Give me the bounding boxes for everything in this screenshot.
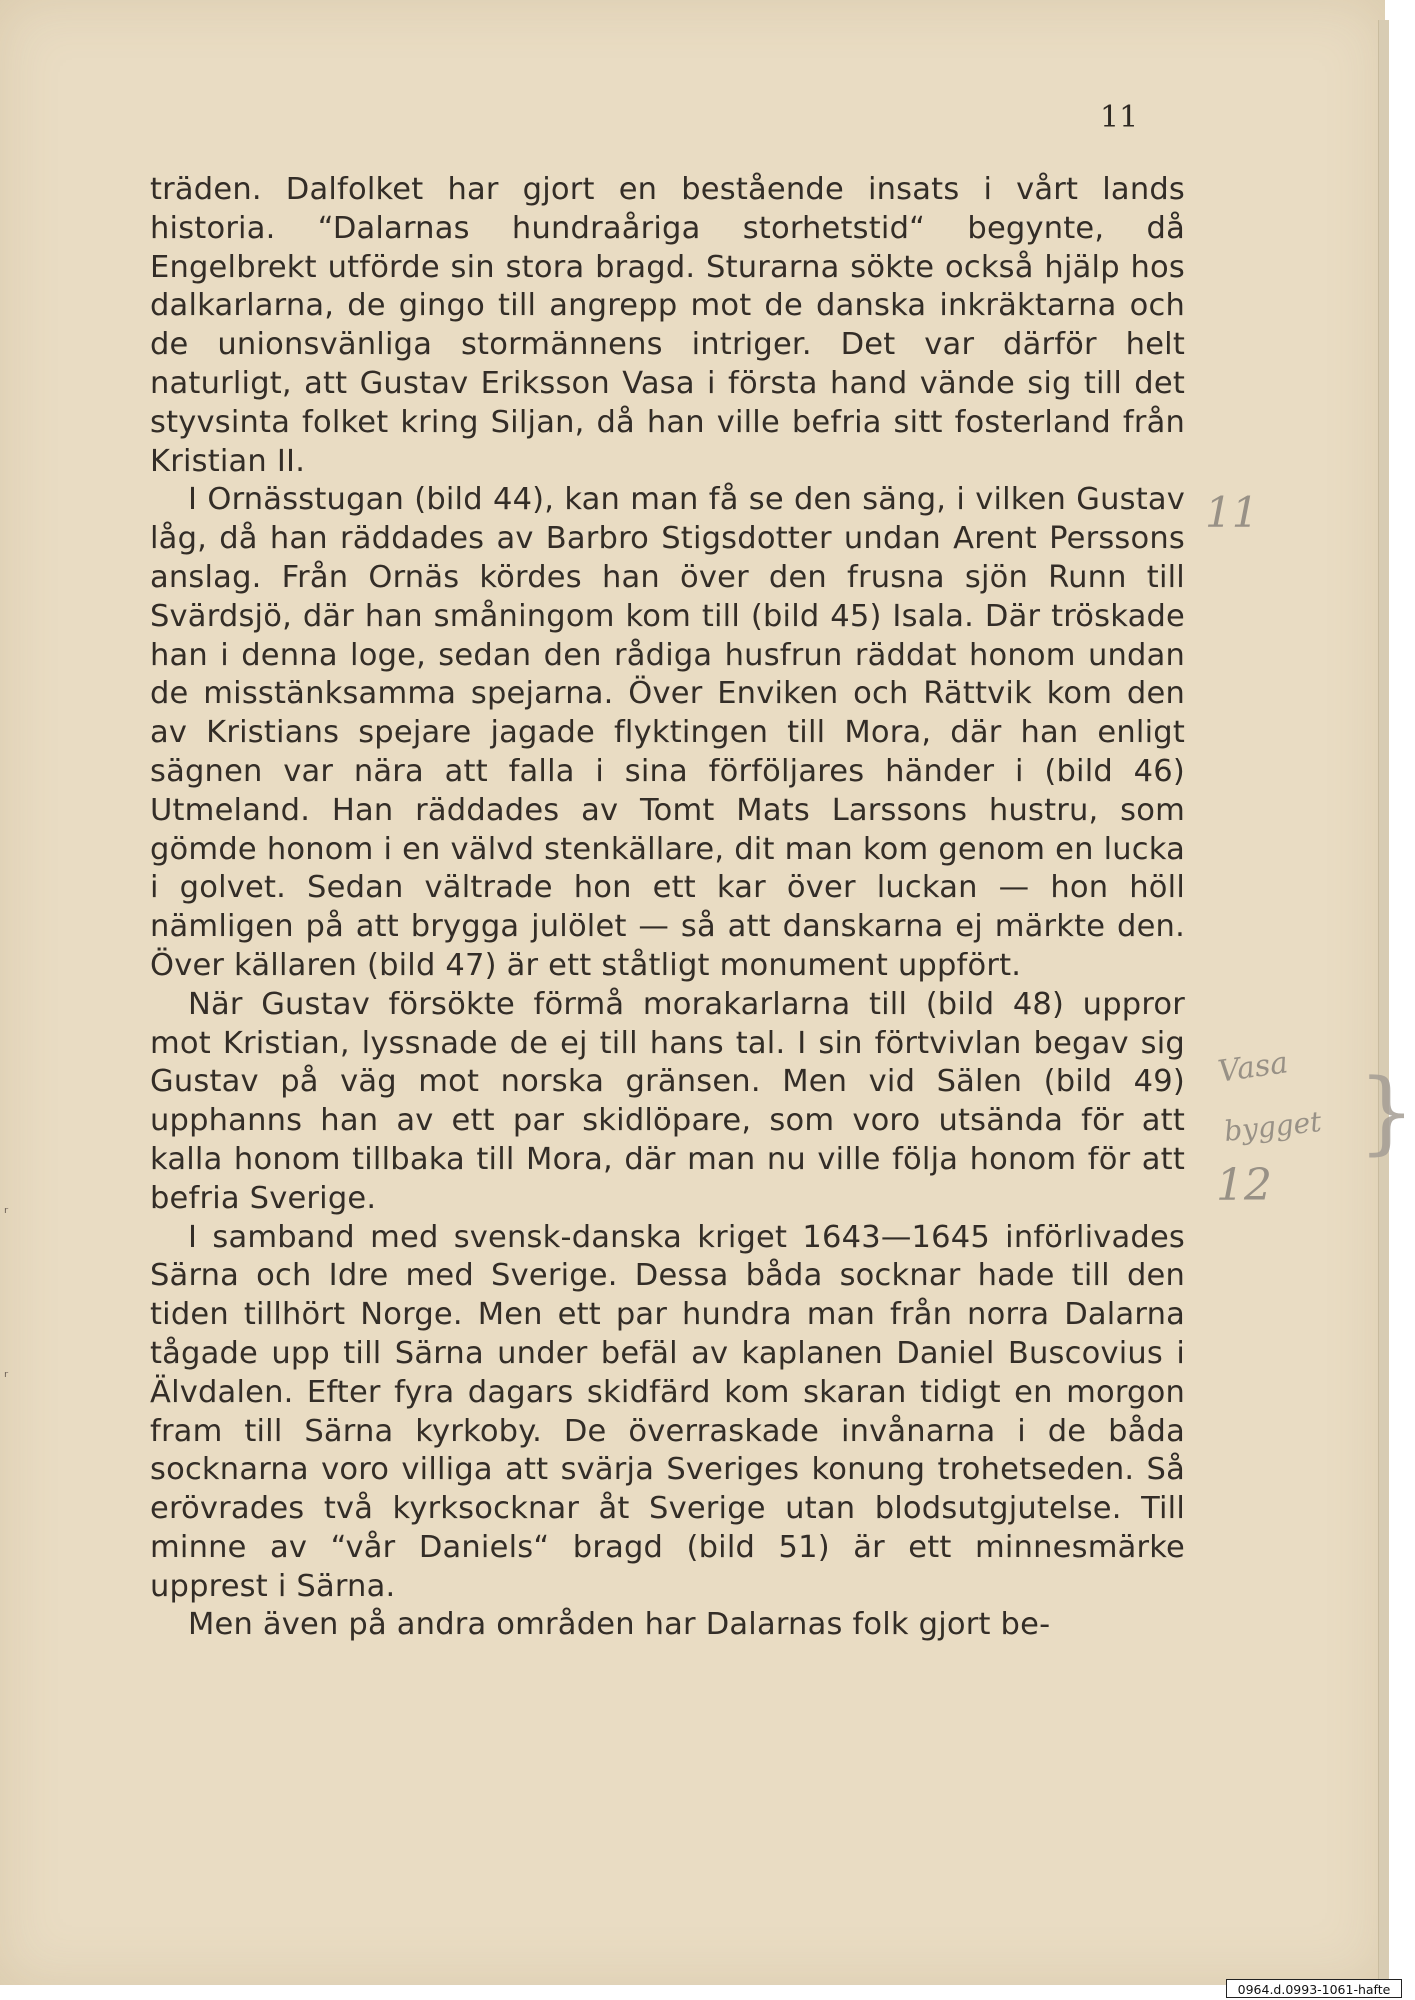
page-edge-shadow [1378, 20, 1389, 1985]
margin-note-bygget: bygget [1222, 1104, 1323, 1149]
archive-label: 0964.d.0993-1061-hafte [1226, 1979, 1402, 1998]
paragraph-5: Men även på andra områden har Dalarnas folk gjort be- [188, 1607, 1051, 1643]
margin-brace-icon: } [1358, 1060, 1415, 1165]
paragraph-1: träden. Dalfolket har gjort en bestående insats i vårt lands historia. “Dalarnas hundraåriga storhetstid“ begynte, då Engelbrekt utförde sin stora bragd. Sturarna sökte också hjälp hos dalkarlarna, de gingo till angrepp mot de danska inkräktarna och de unionsvänliga stormännens intriger. Det var därför helt naturligt, att Gustav Eriksson Vasa i första hand vände sig till det styvsinta folket kring Siljan, då han ville befria sitt fosterland från Kristian II. [150, 172, 1185, 479]
margin-note-11: 11 [1205, 488, 1259, 537]
margin-tick-icon: ᵣ [4, 1198, 9, 1217]
paragraph-2: I Ornässtugan (bild 44), kan man få se den säng, i vilken Gustav låg, då han räddades av Barbro Stigsdotter undan Arent Perssons anslag. Från Ornäs kördes han över den frusna sjön Runn till Svärdsjö, där han småningom kom till (bild 45) Isala. Där tröskade han i denna loge, sedan den rådiga husfrun räddat honom undan de misstänksamma spejarna. Över Enviken och Rättvik kom den av Kristians spejare jagade flyktingen till Mora, där han enligt sägnen var nära att falla i sina förföljares händer i (bild 46) Utmeland. Han räddades av Tomt Mats Larssons hustru, som gömde honom i en välvd stenkällare, dit man kom genom en lucka i golvet. Sedan vältrade hon ett kar över luckan — hon höll nämligen på att brygga julölet — så att danskarna ej märkte den. Över källaren (bild 47) är ett ståtligt monument uppfört. [150, 482, 1185, 983]
paragraph-3: När Gustav försökte förmå morakarlarna till (bild 48) uppror mot Kristian, lyssnade de ej till hans tal. I sin förtvivlan begav sig Gustav på väg mot norska gränsen. Men vid Sälen (bild 49) upphanns han av ett par skidlöpare, som voro utsända för att kalla honom tillbaka till Mora, där man nu ville följa honom för att befria Sverige. [150, 986, 1185, 1216]
margin-note-12: 12 [1216, 1160, 1272, 1211]
paragraph-4: I samband med svensk-danska kriget 1643—1645 införlivades Särna och Idre med Sverige. Dessa båda socknar hade till den tiden tillhört Norge. Men ett par hundra man från norra Dalarna tågade upp till Särna under befäl av kaplanen Daniel Buscovius i Älvdalen. Efter fyra dagars skidfärd kom skaran tidigt en morgon fram till Särna kyrkoby. De överraskade invånarna i de båda socknarna voro villiga att svärja Sveriges konung trohetseden. Så erövrades två kyrksocknar åt Sverige utan blodsutgjutelse. Till minne av “vår Daniels“ bragd (bild 51) är ett minnesmärke upprest i Särna. [150, 1219, 1185, 1604]
body-text [150, 171, 1185, 1645]
margin-note-vasa: Vasa [1215, 1045, 1291, 1090]
page-number: 11 [1100, 100, 1139, 135]
margin-tick-icon: ᵣ [4, 1362, 9, 1381]
